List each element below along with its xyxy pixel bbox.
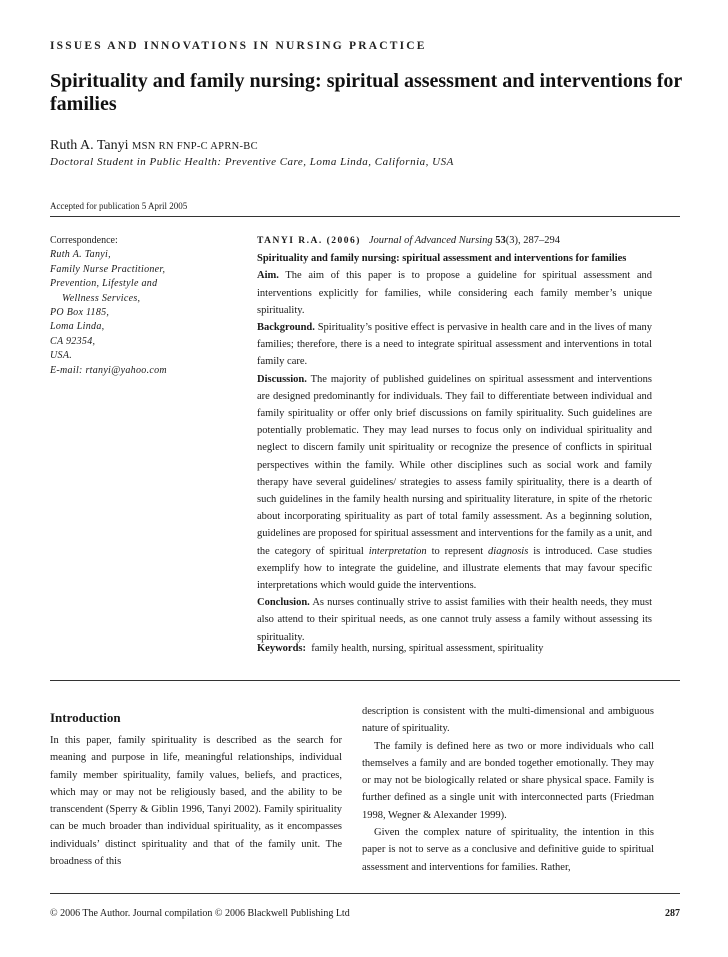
footer-copyright: © 2006 The Author. Journal compilation © 2006 Blackwell Publishing Ltd bbox=[50, 908, 350, 919]
article-title: Spirituality and family nursing: spiritual assessment and interventions for families bbox=[50, 70, 682, 115]
body-paragraph: In this paper, family spirituality is described as the search for meaning and purpose in life, meaningful relationships, individual family member spirituality, family values, beliefs, and practices, which may or may not be religiously based, and the ability to be transcendent (Sperry & Giblin 1996, Tanyi 2002). Family spirituality can be much broader than individual spirituality, as it encompasses individuals’ distinct spirituality and that of the family unit. The broadness of this bbox=[50, 735, 342, 868]
journal-pages: (3), 287–294 bbox=[505, 235, 560, 246]
author-credentials: MSN RN FNP-C APRN-BC bbox=[132, 141, 258, 152]
abstract-conclusion: Conclusion. As nurses continually strive to assist families with their health needs, they must also attend to their spiritual needs, as one cannot truly assess a family without assessing its spirituality. bbox=[257, 597, 653, 643]
accepted-date: Accepted for publication 5 April 2005 bbox=[50, 201, 188, 211]
footer-divider bbox=[50, 893, 680, 894]
body-column-left bbox=[50, 732, 342, 870]
body-paragraph: The family is defined here as two or more individuals who call themselves a family and are bonded together emotionally. They may or may not be biologically related or share physical space. Family is further defined as a single unit with interconnected parts (Friedman 1998, Wegner & Alexander 1999). bbox=[362, 740, 654, 821]
abstract bbox=[257, 232, 652, 646]
correspondence-line: Family Nurse Practitioner, bbox=[50, 263, 166, 275]
body-paragraph: description is consistent with the multi-dimensional and ambiguous nature of spirituality. bbox=[362, 706, 654, 735]
introduction-heading: Introduction bbox=[50, 710, 121, 725]
correspondence-email: E-mail: rtanyi@yahoo.com bbox=[50, 364, 167, 376]
author-line bbox=[50, 138, 258, 154]
citation-line bbox=[257, 232, 652, 250]
keywords bbox=[257, 643, 657, 654]
correspondence-line: USA. bbox=[50, 350, 73, 362]
author-affiliation: Doctoral Student in Public Health: Preventive Care, Loma Linda, California, USA bbox=[50, 156, 454, 168]
correspondence-line: Wellness Services, bbox=[62, 292, 141, 304]
keywords-label: Keywords: bbox=[257, 643, 306, 654]
correspondence-line: Ruth A. Tanyi, bbox=[50, 249, 111, 261]
correspondence-block bbox=[50, 234, 230, 378]
correspondence-line: Loma Linda, bbox=[50, 321, 105, 333]
correspondence-line: Prevention, Lifestyle and bbox=[50, 278, 158, 290]
header-divider bbox=[50, 216, 680, 217]
author-name: Ruth A. Tanyi bbox=[50, 138, 129, 153]
keywords-text: family health, nursing, spiritual assessment, spirituality bbox=[311, 643, 544, 654]
journal-volume: 53 bbox=[495, 235, 506, 246]
journal-name: Journal of Advanced Nursing bbox=[368, 235, 493, 246]
abstract-aim: Aim. The aim of this paper is to propose a guideline for spiritual assessment and interventions explicitly for families, while considering each family member’s unique spirituality. bbox=[257, 270, 652, 316]
abstract-discussion: Discussion. The majority of published guidelines on spiritual assessment and interventions are designed predominantly for individuals. They fail to differentiate between individual and family spirituality or offer only brief discussions on family spirituality. Such guidelines are potentially problematic. They may lead nurses to focus only on individual spirituality and neglect to discern family unit spirituality or recognize the presence of conflicts in spiritual perspectives within the family. While other disciplines such as social work and family therapy have several guidelines/ strategies to assess family spirituality, there is a dearth of such guidelines in the family health nursing and spirituality literature, in spite of the rhetoric about incorporating spirituality as part of total family assessment. As a beginning solution, guidelines are proposed for spiritual assessment and interventions for the family as a unit, and the category of spiritual interpretation to represent diagnosis is introduced. Case studies exemplify how to integrate the guideline, and illustrate elements that may favour specific interpretations which would guide the interventions. bbox=[257, 373, 653, 592]
correspondence-line: CA 92354, bbox=[50, 335, 96, 347]
section-label: ISSUES AND INNOVATIONS IN NURSING PRACTICE bbox=[50, 40, 427, 52]
abstract-background: Background. Spirituality’s positive effect is pervasive in health care and in the lives of many families; therefore, there is a need to integrate spiritual assessment and interventions in total family care. bbox=[257, 322, 652, 368]
correspondence-heading: Correspondence: bbox=[50, 235, 118, 246]
page-number: 287 bbox=[665, 908, 680, 919]
body-paragraph: Given the complex nature of spirituality, the intention in this paper is not to serve as a conclusive and definitive guide to spiritual assessment and interventions for families. Rather, bbox=[362, 827, 654, 873]
abstract-title: Spirituality and family nursing: spiritual assessment and interventions for families bbox=[257, 253, 627, 265]
citation-author: TANYI R.A. (2006) bbox=[257, 236, 361, 246]
body-column-right bbox=[362, 703, 654, 876]
abstract-divider bbox=[50, 680, 680, 681]
correspondence-line: PO Box 1185, bbox=[50, 307, 110, 319]
